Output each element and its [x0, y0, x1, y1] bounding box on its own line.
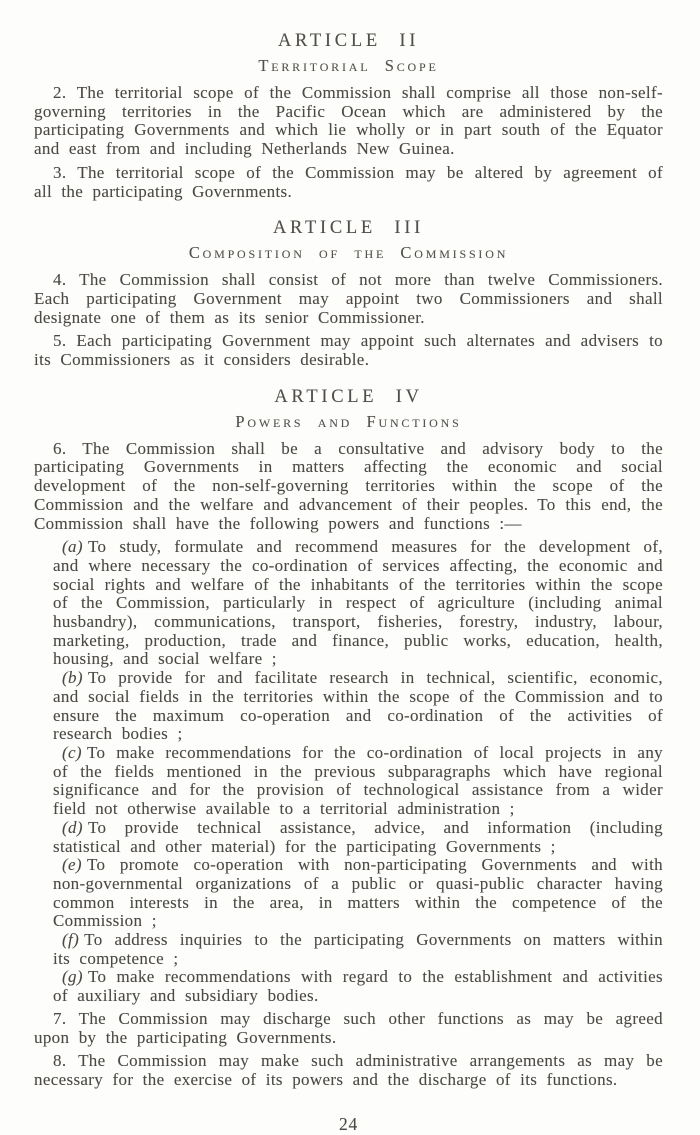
- article-iv-section: [34, 386, 663, 1090]
- paragraph-7: 7. The Commission may discharge such other functions as may be agreed upon by the participating Governments.: [34, 1008, 663, 1047]
- article-ii-section: [34, 30, 663, 201]
- paragraph-5: 5. Each participating Government may appoint such alternates and advisers to its Commissioners as it considers desirable.: [34, 331, 663, 370]
- article-ii-subtitle: Territorial Scope: [258, 56, 439, 75]
- subparagraph-c-text: To make recommendations for the co-ordination of local projects in any of the fields mentioned in the previous subparagraphs which have regional significance and for the provision of technological assistance from a wider field not otherwise available to a territorial administration ;: [53, 742, 663, 819]
- paragraph-3: 3. The territorial scope of the Commission may be altered by agreement of all the participating Governments.: [34, 162, 663, 201]
- article-iii-title: ARTICLE III: [273, 218, 424, 239]
- subparagraph-g-label: (g): [62, 967, 83, 987]
- subparagraph-e-text: To promote co-operation with non-participating Governments and with non-governmental organizations of a public or quasi-public character having common interests in the area, in matters within the competence of the Commission ;: [53, 855, 663, 931]
- article-iii-subtitle: Composition of the Commission: [188, 243, 509, 263]
- paragraph-2: 2. The territorial scope of the Commission shall comprise all those non-self-governing territories in the Pacific Ocean which are administered by the participating Governments and which lie wholly or in part south of the Equator and east from and including Netherlands New Guinea.: [34, 83, 663, 159]
- subparagraph-g-text: To make recommendations with regard to the establishment and activities of auxiliary and subsidiary bodies.: [53, 967, 663, 1006]
- article-iv-subtitle: Powers and Functions: [235, 411, 462, 431]
- paragraph-6: 6. The Commission shall be a consultative and advisory body to the participating Governments in matters affecting the economic and social development of the non-self-governing territories within the scope of the Commission and the welfare and advancement of their peoples. To this end, the Commission shall have the following powers and functions :—: [34, 438, 663, 533]
- subparagraph-f: [34, 931, 663, 968]
- subparagraph-b-text: To provide for and facilitate research in technical, scientific, economic, and social fields in the territories within the scope of the Commission and to ensure the maximum co-operation and co-ordination of the activities of research bodies ;: [53, 668, 663, 744]
- subparagraph-c: [34, 744, 663, 819]
- article-iii-section: [34, 217, 663, 370]
- subparagraph-d: [34, 819, 663, 856]
- subparagraph-a-label: (a): [62, 537, 83, 557]
- subparagraph-a-text: To study, formulate and recommend measures for the development of, and where necessary the co-ordination of services affecting, the economic and social rights and welfare of the inhabitants of the territories within the scope of the Commission, particularly in respect of agriculture (including animal husbandry), communications, transport, fisheries, forestry, industry, labour, marketing, production, trade and finance, public works, education, health, housing, and social welfare ;: [53, 537, 663, 669]
- article-iv-title: ARTICLE IV: [274, 386, 423, 407]
- subparagraph-b: [34, 669, 663, 744]
- subparagraph-d-label: (d): [62, 817, 83, 837]
- subparagraph-c-label: (c): [62, 742, 82, 762]
- subparagraph-b-label: (b): [62, 668, 83, 688]
- paragraph-8: 8. The Commission may make such administrative arrangements as may be necessary for the exercise of its powers and the discharge of its functions.: [34, 1051, 663, 1089]
- subparagraph-d-text: To provide technical assistance, advice, and information (including statistical and other material) for the participating Governments ;: [53, 817, 663, 856]
- subparagraph-e-label: (e): [62, 855, 82, 875]
- article-ii-title: ARTICLE II: [277, 31, 420, 51]
- subparagraph-f-text: To address inquiries to the participating Governments on matters within its competence ;: [53, 930, 663, 968]
- page-number: 24: [339, 1113, 358, 1134]
- subparagraph-e: [34, 856, 663, 931]
- subparagraph-a: [34, 538, 663, 669]
- subparagraph-g: [34, 968, 663, 1005]
- subparagraph-f-label: (f): [62, 930, 80, 950]
- paragraph-4: 4. The Commission shall consist of not more than twelve Commissioners. Each participating Government may appoint two Commissioners and shall designate one of them as its senior Commissioner.: [34, 270, 663, 327]
